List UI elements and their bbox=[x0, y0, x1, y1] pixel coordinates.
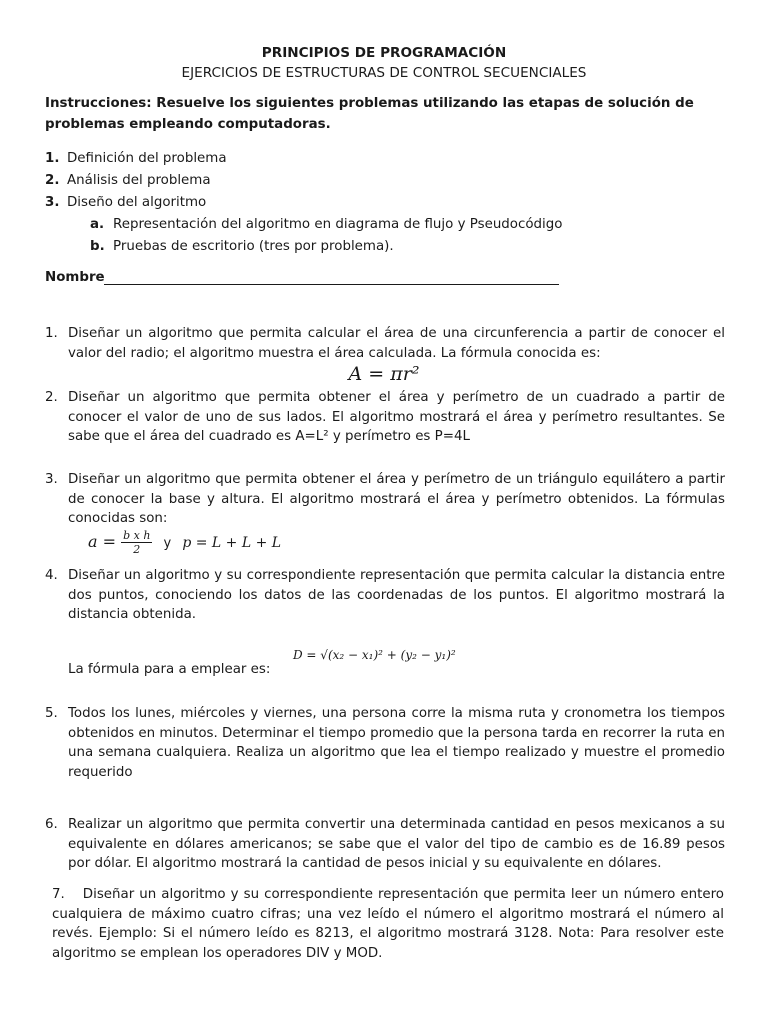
area-fraction bbox=[121, 529, 152, 556]
problem-7 bbox=[52, 885, 724, 963]
substep-letter: a. bbox=[90, 217, 105, 232]
triangle-formulas: a = $\frac{\text{b x h}}{2}$ y p = L + L + L bbox=[88, 529, 282, 556]
document-subtitle: EJERCICIOS DE ESTRUCTURAS DE CONTROL SECUENCIALES bbox=[181, 65, 587, 81]
step-number: 3. bbox=[45, 195, 60, 210]
substep-text: Pruebas de escritorio (tres por problema). bbox=[113, 239, 394, 254]
problem-text: Diseñar un algoritmo que permita obtener el área y perímetro de un cuadrado a partir de conocer el valor de uno de sus lados. El algoritmo mostrará el área y perímetro resultantes. Se sabe que el área del cuadrado es A=L² y perímetro es P=4L bbox=[68, 390, 725, 444]
step-text: Diseño del algoritmo bbox=[67, 195, 207, 210]
step-item bbox=[45, 148, 725, 170]
fraction-denominator: 2 bbox=[133, 543, 141, 556]
problem-text: Realizar un algoritmo que permita convertir una determinada cantidad en pesos mexicanos a su equivalente en dólares americanos; se sabe que el valor del tipo de cambio es de 16.89 pesos por dólar. El algoritmo mostrará la cantidad de pesos inicial y su equivalente en dólares. bbox=[68, 817, 725, 871]
problem-text: Diseñar un algoritmo y su correspondiente representación que permita calcular la distancia entre dos puntos, conociendo los datos de las coordenadas de los puntos. El algoritmo mostrará la distancia obtenida. bbox=[68, 568, 725, 622]
step-item bbox=[45, 192, 725, 214]
step-number: 2. bbox=[45, 173, 60, 188]
step-text: Definición del problema bbox=[67, 151, 227, 166]
formula-connector: y bbox=[163, 536, 172, 551]
substep-item bbox=[45, 214, 725, 236]
substep-item bbox=[45, 236, 725, 258]
problem-number: 4. bbox=[45, 568, 58, 583]
name-label: Nombre bbox=[45, 270, 105, 285]
instructions: Instrucciones: Resuelve los siguientes problemas utilizando las etapas de solución de problemas empleando computadoras. bbox=[45, 96, 694, 132]
problem-1 bbox=[45, 324, 725, 363]
problem-6 bbox=[45, 815, 725, 874]
problem-text: Diseñar un algoritmo y su correspondiente representación que permita leer un número entero cualquiera de máximo cuatro cifras; una vez leído el número el algoritmo mostrará el número al revés. Ejemplo: Si el número leído es 8213, el algoritmo mostrará 3128. Nota: Para resolver este algoritmo se emplean los operadores DIV y MOD. bbox=[52, 887, 724, 961]
substep-text: Representación del algoritmo en diagrama de flujo y Pseudocódigo bbox=[113, 217, 563, 232]
fraction-numerator: b x h bbox=[123, 529, 151, 542]
step-number: 1. bbox=[45, 151, 60, 166]
problem-3 bbox=[45, 470, 725, 529]
substep-letter: b. bbox=[90, 239, 105, 254]
formula-intro: La fórmula para a emplear es: bbox=[68, 662, 271, 677]
problem-number: 1. bbox=[45, 326, 58, 341]
step-item bbox=[45, 170, 725, 192]
problem-text: Todos los lunes, miércoles y viernes, una persona corre la misma ruta y cronometra los tiempos obtenidos en minutos. Determinar el tiempo promedio que la persona tarda en recorrer la ruta en una semana cualquiera. Realiza un algoritmo que lea el tiempo realizado y muestre el promedio requerido bbox=[68, 706, 725, 780]
document-title: PRINCIPIOS DE PROGRAMACIÓN bbox=[261, 45, 507, 61]
step-text: Análisis del problema bbox=[67, 173, 211, 188]
steps-list bbox=[45, 148, 725, 258]
name-input-line[interactable] bbox=[104, 284, 559, 285]
problem-number: 3. bbox=[45, 472, 58, 487]
distance-formula: D = √(x₂ − x₁)² + (y₂ − y₁)² bbox=[293, 648, 456, 662]
circle-area-formula: A = πr² bbox=[348, 363, 420, 385]
perimeter-formula: p = L + L + L bbox=[182, 535, 282, 551]
problem-number: 7. bbox=[52, 887, 65, 902]
problem-number: 5. bbox=[45, 706, 58, 721]
problem-4 bbox=[45, 566, 725, 625]
problem-text: Diseñar un algoritmo que permita obtener el área y perímetro de un triángulo equilátero a partir de conocer la base y altura. El algoritmo mostrará el área y perímetro obtenidos. La fórmulas conocidas son: bbox=[68, 472, 725, 526]
problem-number: 2. bbox=[45, 390, 58, 405]
problem-5 bbox=[45, 704, 725, 782]
problem-2 bbox=[45, 388, 725, 447]
problem-text: Diseñar un algoritmo que permita calcular el área de una circunferencia a partir de conocer el valor del radio; el algoritmo muestra el área calculada. La fórmula conocida es: bbox=[68, 326, 725, 361]
problem-number: 6. bbox=[45, 817, 58, 832]
